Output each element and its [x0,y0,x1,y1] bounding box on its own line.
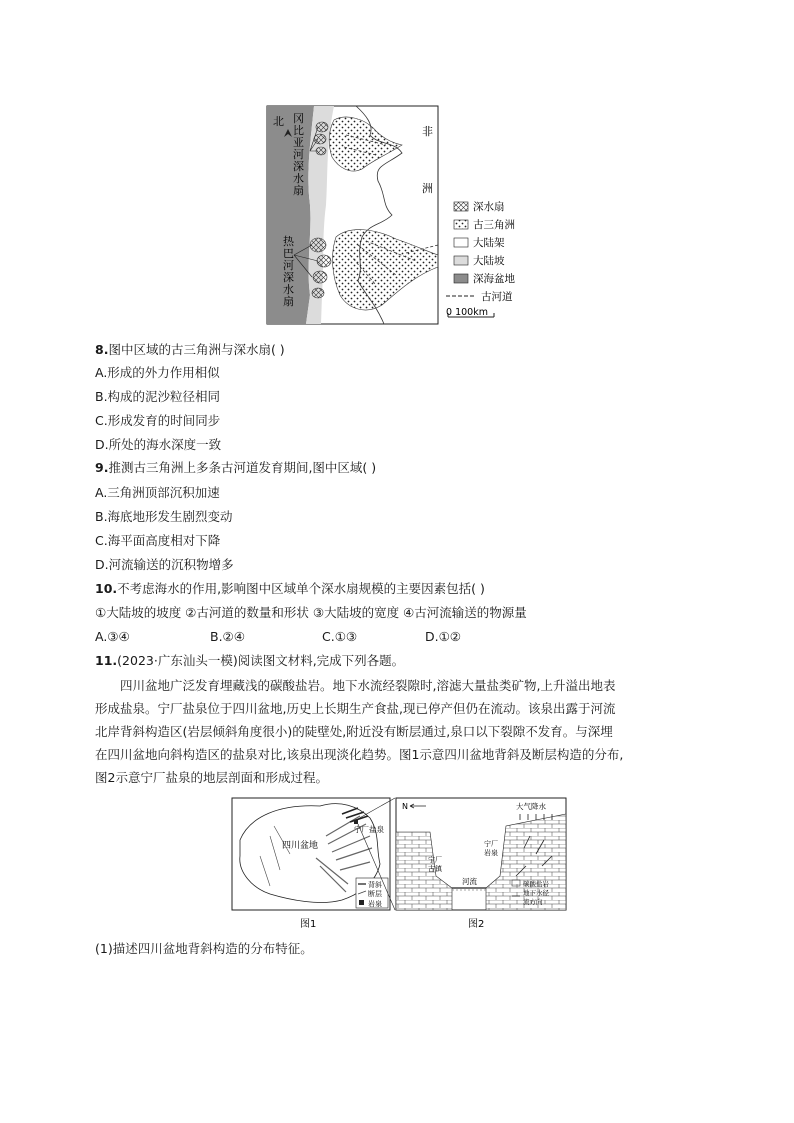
continent-label-2: 洲 [422,182,433,195]
question-9-option-a[interactable]: A.三角洲顶部沉积加速 [95,485,220,500]
scale-bar [446,307,494,318]
svg-text:古河道: 古河道 [481,291,513,303]
question-10-option-b[interactable]: B.②④ [210,629,245,644]
question-11-stem: 11.(2023·广东汕头一模)阅读图文材料,完成下列各题。 [95,653,405,668]
svg-text:0 100km: 0 100km [446,307,488,318]
question-8-option-b[interactable]: B.构成的泥沙粒径相同 [95,389,221,404]
fig1-caption: 图1 [300,919,317,930]
question-11-paragraph-line-3: 北岸背斜构造区(岩层倾斜角度很小)的陡壁处,附近没有断层通过,泉口以下裂隙不发育。与深埋 [95,724,613,739]
reba-fan-label: 热 巴 河 深 水 扇 [283,235,294,308]
svg-text:背斜: 背斜 [368,881,382,889]
map-legend [446,200,515,303]
question-10-items: ①大陆坡的坡度 ②古河道的数量和形状 ③大陆坡的宽度 ④古河流输送的物源量 [95,605,527,620]
figure-1-2 [230,796,570,936]
question-11-paragraph-line-2: 形成盐泉。宁厂盐泉位于四川盆地,历史上长期生产食盐,现已停产但仍在流动。该泉出露于河流 [95,701,616,716]
gambia-fan-label: 冈 比 亚 河 深 水 扇 [293,112,304,197]
question-8-option-c[interactable]: C.形成发育的时间同步 [95,413,221,428]
question-11-sub-1: (1)描述四川盆地背斜构造的分布特征。 [95,941,313,956]
fig2-caption: 图2 [468,919,485,930]
svg-text:碳酸盐岩: 碳酸盐岩 [523,880,549,888]
question-8-stem: 8.图中区域的古三角洲与深水扇( ) [95,342,285,357]
svg-text:断层: 断层 [368,890,382,898]
svg-text:深水扇: 深水扇 [473,201,505,213]
question-11-paragraph-line-1: 四川盆地广泛发育埋藏浅的碳酸盐岩。地下水流经裂隙时,溶滤大量盐类矿物,上升溢出地表 [120,678,616,693]
question-10-stem: 10.不考虑海水的作用,影响图中区域单个深水扇规模的主要因素包括( ) [95,581,485,596]
map-figure-1 [266,105,536,327]
question-11-paragraph-line-5: 图2示意宁厂盐泉的地层剖面和形成过程。 [95,770,328,785]
fig2-rain-label: 大气降水 [516,802,546,811]
north-label: 北 [273,115,284,128]
question-8-option-d[interactable]: D.所处的海水深度一致 [95,437,222,452]
svg-text:古三角洲: 古三角洲 [473,219,515,231]
svg-text:岩泉: 岩泉 [368,900,382,908]
question-10-option-c[interactable]: C.①③ [322,629,358,644]
question-9-option-c[interactable]: C.海平面高度相对下降 [95,533,221,548]
question-11-paragraph-line-4: 在四川盆地向斜构造区的盐泉对比,该泉出现淡化趋势。图1示意四川盆地背斜及断层构造的分布, [95,747,624,762]
svg-text:大陆坡: 大陆坡 [473,255,505,267]
question-10-option-a[interactable]: A.③④ [95,629,130,644]
question-9-option-d[interactable]: D.河流输送的沉积物增多 [95,557,234,572]
question-9-stem: 9.推测古三角洲上多条古河道发育期间,图中区域( ) [95,460,377,475]
continent-label-1: 非 [422,125,433,138]
fig1-spring-label: 宁厂盐泉 [354,825,384,834]
fig2-river-label: 河流 [462,877,477,886]
fig1-basin-label: 四川盆地 [282,841,319,851]
question-9-option-b[interactable]: B.海底地形发生剧烈变动 [95,509,233,524]
question-10-option-d[interactable]: D.①② [425,629,462,644]
fig2-north-label: N [402,802,408,811]
svg-text:流方向: 流方向 [523,898,543,906]
fig2-town-label: 宁厂 古镇 [428,856,442,873]
svg-text:深海盆地: 深海盆地 [473,273,515,285]
fig2-spring-label: 宁厂 岩泉 [484,840,498,857]
svg-text:大陆架: 大陆架 [473,237,505,249]
question-8-option-a[interactable]: A.形成的外力作用相似 [95,365,220,380]
svg-text:地下水径: 地下水径 [523,889,549,897]
